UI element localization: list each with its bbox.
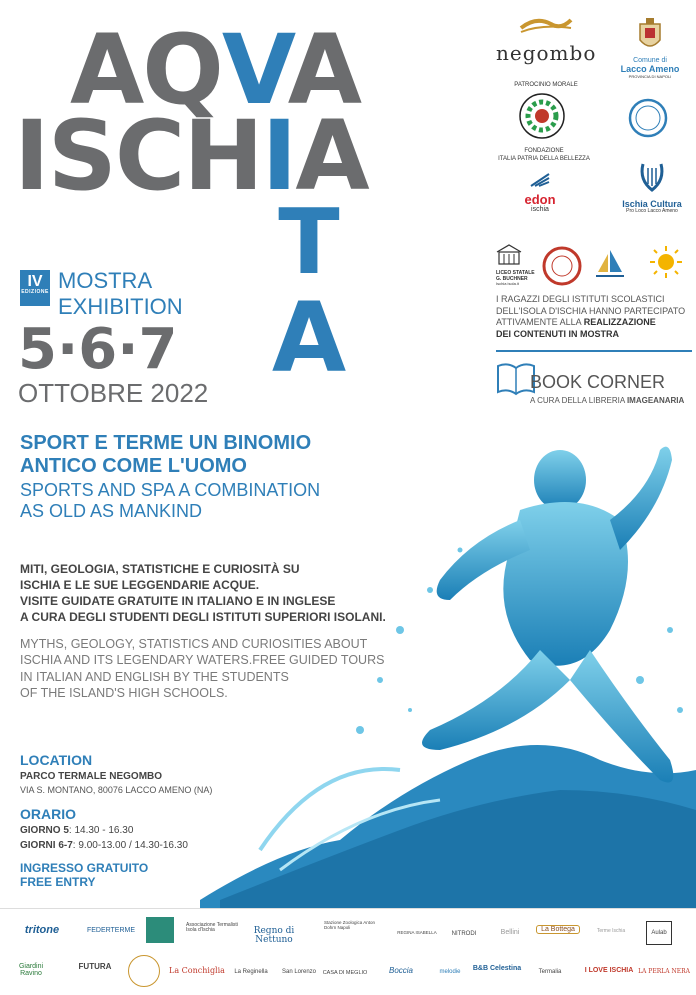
edon-line-1: edon xyxy=(524,192,556,207)
exhibition-line-1: MOSTRA xyxy=(58,268,153,293)
liceo-line-3: Ischia isola.it xyxy=(496,281,519,286)
edon-line-2: ischia xyxy=(531,206,549,213)
school-seal-icon xyxy=(542,246,582,286)
title-a1: A xyxy=(287,14,360,126)
liceo-building-icon xyxy=(496,244,522,266)
event-month: OTTOBRE 2022 xyxy=(18,378,209,408)
sponsor-regno-nettuno: Regno di Nettuno xyxy=(253,926,295,946)
sponsor-nitrodi: NITRODI xyxy=(451,931,477,937)
orario-row-1 xyxy=(20,825,133,836)
exhibition-line-2: EXHIBITION xyxy=(58,294,183,319)
negombo-logo xyxy=(496,14,596,65)
lacco-ameno-logo xyxy=(612,18,688,79)
entry-line-2: FREE ENTRY xyxy=(20,874,96,889)
schools-note xyxy=(496,294,692,341)
sponsor-bellini: Bellini xyxy=(500,929,520,936)
book-corner-divider xyxy=(496,350,692,352)
book-corner-subtitle xyxy=(530,396,684,405)
sponsor-giardini-ravino: Giardini Ravino xyxy=(18,963,44,978)
description-en-line-3: IN ITALIAN AND ENGLISH BY THE STUDENTS xyxy=(20,669,289,684)
description-it-line-2: ISCHIA E LE SUE LEGGENDARIE ACQUE. xyxy=(20,577,260,592)
sponsor-terme-ischia: Terme Ischia xyxy=(596,928,626,934)
edition-badge xyxy=(20,270,50,306)
schools-note-line-3a: ATTIVAMENTE ALLA xyxy=(496,317,584,328)
orario-row-2 xyxy=(20,840,188,851)
sponsor-boccia: Boccia xyxy=(388,966,413,975)
sponsor-federterme: FEDERTERME xyxy=(86,927,136,934)
sponsor-i-love-ischia: I LOVE ISCHIA xyxy=(584,967,634,974)
edition-number: IV xyxy=(27,273,43,290)
ischia-cultura-line-1: Ischia Cultura xyxy=(622,199,682,209)
orario-row-2-value: : 9.00-13.00 / 14.30-16.30 xyxy=(72,840,188,851)
schools-note-line-3b: REALIZZAZIONE xyxy=(583,317,656,328)
lacco-ameno-line-3: PROVINCIA DI NAPOLI xyxy=(628,73,672,79)
italia-patria-bellezza-icon xyxy=(518,92,566,140)
nautico-logo xyxy=(590,244,630,289)
description-it-line-4: A CURA DEGLI STUDENTI DEGLI ISTITUTI SUPERIORI ISOLANI. xyxy=(20,609,386,624)
liceo-line-1: LICEO STATALE xyxy=(496,270,535,276)
edon-stripes-icon xyxy=(529,172,551,188)
headline-it-line-2: ANTICO COME L'UOMO xyxy=(20,455,247,477)
sailboat-icon xyxy=(590,244,630,284)
sponsor-la-conchiglia: La Conchiglia xyxy=(169,966,225,975)
sponsor-la-reginella: La Reginella xyxy=(234,969,268,975)
orario-row-1-value: : 14.30 - 16.30 xyxy=(68,825,134,836)
description-en xyxy=(20,636,384,701)
description-it-line-1: MITI, GEOLOGIA, STATISTICHE E CURIOSITÀ SU xyxy=(20,562,300,576)
orario-row-2-label: GIORNI 6-7 xyxy=(20,840,73,851)
orario-row-1-label: GIORNO 5 xyxy=(20,825,69,836)
title-vertical-a: A xyxy=(271,282,345,394)
description-en-line-2: ISCHIA AND ITS LEGENDARY WATERS.FREE GUIDED TOURS xyxy=(20,653,385,668)
description-it xyxy=(20,562,386,626)
school-sun-logo xyxy=(648,244,684,285)
schools-note-line-1: I RAGAZZI DEGLI ISTITUTI SCOLASTICI xyxy=(496,294,665,304)
fondazione-logo xyxy=(518,92,566,145)
schools-note-line-4: DEI CONTENUTI IN MOSTRA xyxy=(496,329,619,340)
sponsor-bottega: La Bottega xyxy=(536,925,580,934)
headline-en-line-1: SPORTS AND SPA A COMBINATION xyxy=(20,480,321,500)
description-en-line-4: OF THE ISLAND'S HIGH SCHOOLS. xyxy=(20,685,228,700)
schools-note-line-3 xyxy=(496,317,692,329)
ischia-cultura-logo xyxy=(612,160,692,215)
title-i: I xyxy=(261,100,296,212)
title-v: V xyxy=(221,14,288,126)
edon-logo xyxy=(510,172,570,214)
headline-it-line-1: SPORT E TERME UN BINOMIO xyxy=(20,432,312,454)
patrocinio-label: PATROCINIO MORALE xyxy=(514,82,578,88)
negombo-text: negombo xyxy=(496,41,597,65)
lacco-ameno-line-2: Lacco Ameno xyxy=(620,63,680,74)
description-en-line-1: MYTHS, GEOLOGY, STATISTICS AND CURIOSITIES ABOUT xyxy=(20,637,368,651)
entry-info xyxy=(20,862,148,890)
sponsor-san-lorenzo: San Lorenzo xyxy=(281,969,317,975)
book-corner-subtitle-b: IMAGEANARIA xyxy=(626,396,685,405)
edition-label: EDIZIONE xyxy=(21,289,49,295)
sponsor-melodie: melodie xyxy=(439,969,461,975)
pro-loco-badge-icon xyxy=(628,98,668,138)
sponsor-futura: FUTURA xyxy=(78,962,112,971)
headline-en-line-2: AS OLD AS MANKIND xyxy=(20,501,203,521)
sponsor-casa-di-meglio: CASA DI MEGLIO xyxy=(322,970,368,976)
sponsor-la-perla-nera: LA PERLA NERA xyxy=(638,968,690,975)
sponsor-cnrsi xyxy=(146,917,174,943)
sponsor-regina-isabella: REGINA ISABELLA xyxy=(397,930,437,935)
fondazione-line-2: ITALIA PATRIA DELLA BELLEZZA xyxy=(498,156,590,162)
lyre-icon xyxy=(637,160,667,194)
school-red-logo xyxy=(542,246,582,291)
book-corner-subtitle-a: A CURA DELLA LIBRERIA xyxy=(530,396,627,405)
title-vertical-t: T xyxy=(278,190,338,295)
ischia-cultura-line-2: Pro Loco Lacco Ameno xyxy=(626,208,678,214)
sponsor-lacco-ameno-seal xyxy=(128,955,160,987)
negombo-wave-icon xyxy=(516,14,576,36)
sponsor-tritone: tritone xyxy=(24,924,60,936)
sponsor-aulab: Aulab xyxy=(646,921,672,945)
liceo-logo xyxy=(496,244,540,286)
title-isch: ISCH xyxy=(14,100,262,212)
sponsors-bar xyxy=(0,908,696,995)
liceo-line-2: G. BUCHNER xyxy=(496,275,528,282)
schools-note-line-2: DELL'ISOLA D'ISCHIA HANNO PARTECIPATO xyxy=(496,305,686,316)
sun-icon xyxy=(648,244,684,280)
sponsor-bb-celestina: B&B Celestina xyxy=(472,965,522,972)
title-a2: A xyxy=(295,100,368,212)
event-days: 5·6·7 xyxy=(18,317,178,382)
entry-line-1: INGRESSO GRATUITO xyxy=(20,861,149,875)
description-it-line-3: VISITE GUIDATE GRATUITE IN ITALIANO E IN INGLESE xyxy=(20,593,336,608)
location-heading: LOCATION xyxy=(20,752,93,768)
orario-heading: ORARIO xyxy=(20,806,76,822)
book-corner-title: BOOK CORNER xyxy=(530,372,666,392)
coat-of-arms-icon xyxy=(637,18,663,52)
sponsor-termalia: Termalia xyxy=(538,969,562,975)
location-name: PARCO TERMALE NEGOMBO xyxy=(20,771,163,782)
fondazione-line-1: FONDAZIONE xyxy=(524,148,564,154)
title-aq: AQ xyxy=(70,14,222,126)
sponsor-associazione-termalisti: Associazione Termalisti Isola d'Ischia xyxy=(186,922,238,934)
sponsor-stazione-zoologica: Stazione Zoologica Anton Dohrn Napoli xyxy=(324,920,376,930)
location-address: VIA S. MONTANO, 80076 LACCO AMENO (NA) xyxy=(20,785,213,795)
lacco-ameno-proloco-logo xyxy=(628,98,668,143)
lacco-ameno-line-1: Comune di xyxy=(633,57,667,64)
